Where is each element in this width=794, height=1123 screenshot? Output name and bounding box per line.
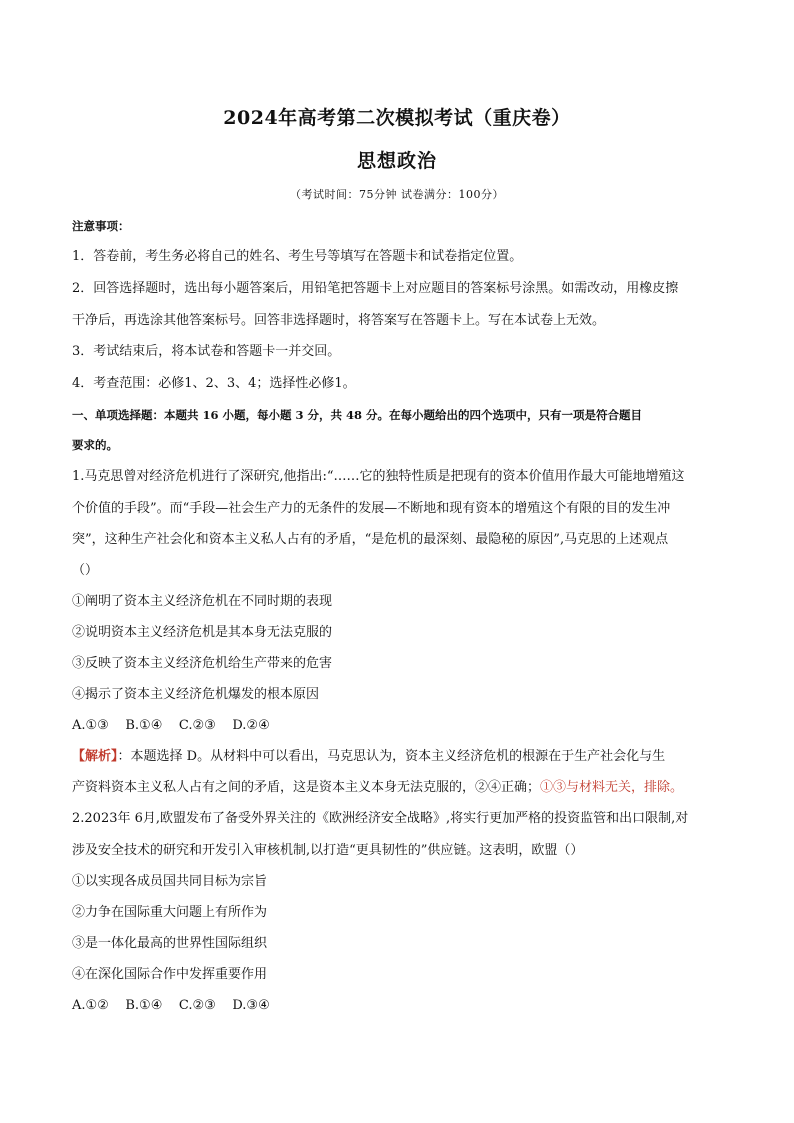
q2-option-1: ①以实现各成员国共同目标为宗旨 bbox=[72, 874, 268, 889]
analysis-text-black: 产资料资本主义私人占有之间的矛盾，这是资本主义本身无法克服的，②④正确； bbox=[72, 780, 541, 795]
q1-stem-line-2: 个价值的手段”。而“手段—社会生产力的无条件的发展—不断地和现有资本的增殖这个有限的目的发生冲 bbox=[72, 501, 671, 516]
q1-stem-line-1: 1.马克思曾对经济危机进行了深研究,他指出:“……它的独特性质是把现有的资本价值用作最大可能地增殖这 bbox=[72, 469, 685, 484]
analysis-text: ：本题选择 D。从材料中可以看出，马克思认为，资本主义经济危机的根源在于生产社会化与生 bbox=[117, 749, 666, 764]
notice-heading: 注意事项： bbox=[72, 219, 130, 233]
q2-option-2: ②力争在国际重大问题上有所作为 bbox=[72, 905, 268, 920]
q2-stem-line-2: 涉及安全技术的研究和开发引入审核机制,以打造“更具韧性的”供应链。这表明，欧盟（） bbox=[72, 843, 584, 858]
analysis-tag: 【解析】 bbox=[72, 749, 118, 764]
q2-option-3: ③是一体化最高的世界性国际组织 bbox=[72, 936, 268, 951]
q2-option-4: ④在深化国际合作中发挥重要作用 bbox=[72, 967, 268, 982]
section-heading-cont: 要求的。 bbox=[72, 438, 118, 452]
notice-item-2-cont: 干净后，再选涂其他答案标号。回答非选择题时，将答案写在答题卡上。写在本试卷上无效。 bbox=[72, 313, 606, 328]
q1-option-3: ③反映了资本主义经济危机给生产带来的危害 bbox=[72, 656, 333, 671]
q2-stem-line-1: 2.2023年 6月,欧盟发布了备受外界关注的《欧洲经济安全战略》,将实行更加严格的投资监管和出口限制,对 bbox=[72, 811, 689, 826]
notice-item-1: 1．答卷前，考生务必将自己的姓名、考生号等填写在答题卡和试卷指定位置。 bbox=[72, 249, 523, 264]
q1-analysis-line-1 bbox=[72, 749, 732, 765]
subject-title: 思想政治 bbox=[356, 150, 437, 172]
notice-item-2: 2．回答选择题时，选出每小题答案后，用铅笔把答题卡上对应题目的答案标号涂黑。如需改动，用橡皮擦 bbox=[72, 281, 679, 296]
exam-info: （考试时间：75分钟 试卷满分：100分） bbox=[290, 188, 504, 201]
q1-stem-line-3: 突”，这种生产社会化和资本主义私人占有的矛盾，“是危机的最深刻、最隐秘的原因”,马克思的上述观点 bbox=[72, 532, 669, 547]
q1-choices: A.①③ B.①④ C.②③ D.②④ bbox=[72, 718, 270, 733]
section-heading: 一、单项选择题：本题共 16 小题，每小题 3 分，共 48 分。在每小题给出的四个选项中，只有一项是符合题目 bbox=[72, 408, 643, 422]
q2-choices: A.①② B.①④ C.②③ D.③④ bbox=[72, 998, 270, 1013]
q1-option-2: ②说明资本主义经济危机是其本身无法克服的 bbox=[72, 625, 333, 640]
analysis-text-red: ①③与材料无关，排除。 bbox=[540, 780, 684, 795]
exam-title: 2024年高考第二次模拟考试（重庆卷） bbox=[223, 107, 571, 129]
q1-stem-line-4: （） bbox=[72, 563, 99, 578]
q1-option-4: ④揭示了资本主义经济危机爆发的根本原因 bbox=[72, 687, 320, 702]
notice-item-4: 4．考查范围：必修1、2、3、4；选择性必修1。 bbox=[72, 376, 356, 391]
q1-option-1: ①阐明了资本主义经济危机在不同时期的表现 bbox=[72, 594, 333, 609]
q1-analysis-line-2 bbox=[72, 780, 732, 796]
notice-item-3: 3．考试结束后，将本试卷和答题卡一并交回。 bbox=[72, 344, 341, 359]
